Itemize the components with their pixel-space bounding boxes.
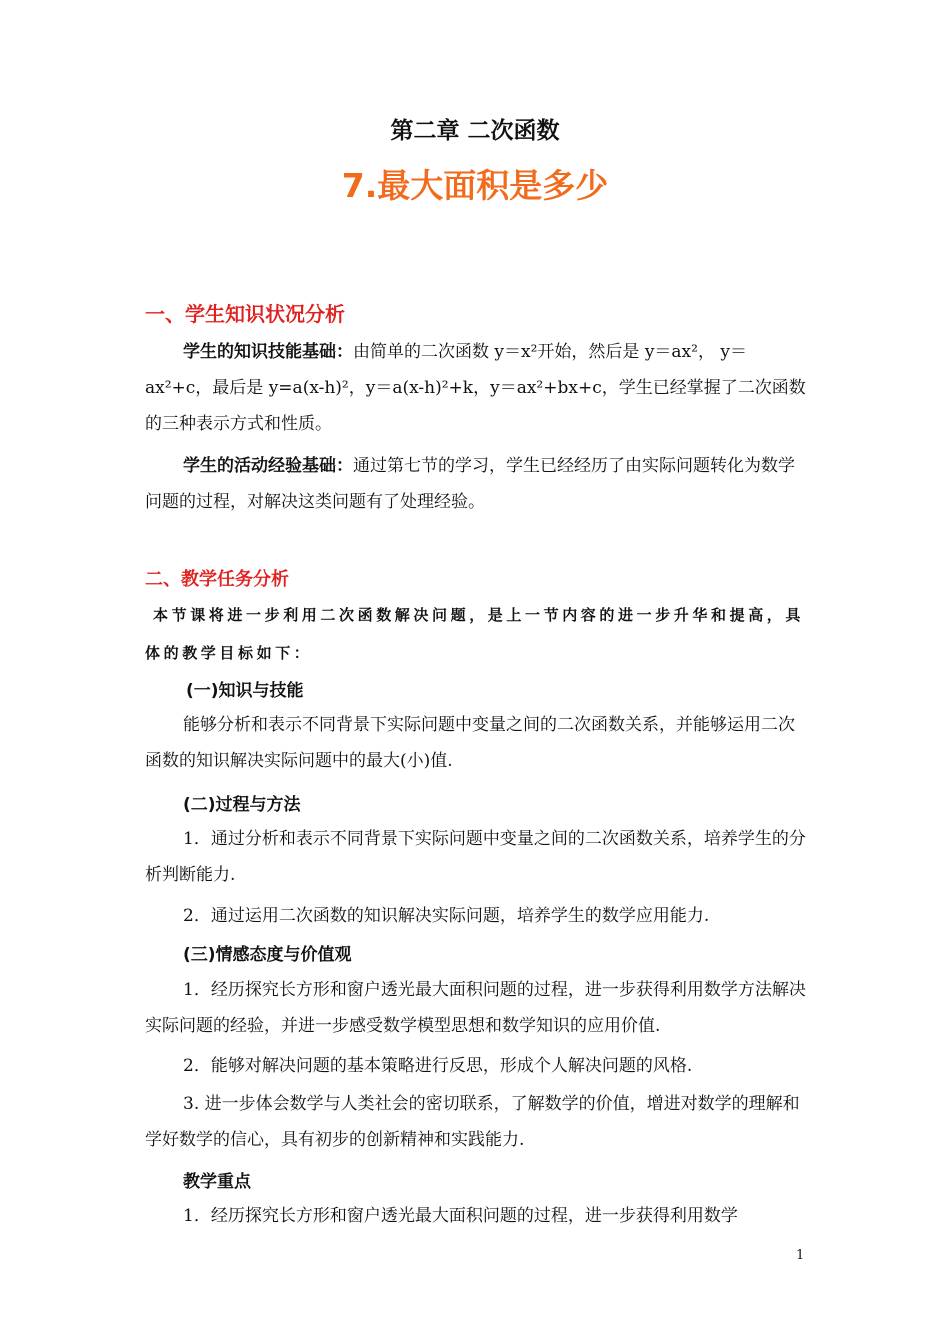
subheading-knowledge-skills: (一)知识与技能 xyxy=(186,681,304,701)
lesson-title: 7.最大面积是多少 xyxy=(341,166,609,205)
paragraph-text: 通过第七节的学习，学生已经经历了由实际问题转化为数学问题的过程，对解决这类问题有了处理经验。 xyxy=(145,456,795,512)
paragraph-knowledge-basis xyxy=(145,334,807,442)
list-item-attitude-2: 2．能够对解决问题的基本策略进行反思，形成个人解决问题的风格. xyxy=(183,1056,693,1076)
subheading-attitude-values: (三)情感态度与价值观 xyxy=(183,945,352,965)
list-item-process-2: 2．通过运用二次函数的知识解决实际问题，培养学生的数学应用能力. xyxy=(183,906,710,926)
page-number: 1 xyxy=(796,1248,805,1263)
list-item-attitude-1: 1．经历探究长方形和窗户透光最大面积问题的过程，进一步获得利用数学方法解决实际问题的经验，并进一步感受数学模型思想和数学知识的应用价值. xyxy=(145,980,806,1036)
paragraph-text: 由简单的二次函数 y＝x²开始，然后是 y＝ax²， y＝ax²+c，最后是 y=a(x-h)²，y＝a(x-h)²+k，y＝ax²+bx+c，学生已经掌握了二次函数的三种表示方式和性质。 xyxy=(145,342,806,434)
paragraph-label: 学生的活动经验基础： xyxy=(183,456,353,476)
lead-paragraph: 本节课将进一步利用二次函数解决问题，是上一节内容的进一步升华和提高，具体的教学目标如下： xyxy=(145,606,805,662)
section-heading-2: 二、教学任务分析 xyxy=(145,569,289,590)
paragraph-knowledge-skills: 能够分析和表示不同背景下实际问题中变量之间的二次函数关系，并能够运用二次函数的知识解决实际问题中的最大(小)值. xyxy=(145,715,795,771)
paragraph-experience-basis xyxy=(145,448,807,520)
section-heading-1: 一、学生知识状况分析 xyxy=(145,302,345,326)
chapter-heading: 第二章 二次函数 xyxy=(390,118,560,144)
subheading-teaching-focus: 教学重点 xyxy=(183,1172,251,1192)
paragraph-label: 学生的知识技能基础： xyxy=(183,342,353,362)
list-item-process-1: 1．通过分析和表示不同背景下实际问题中变量之间的二次函数关系，培养学生的分析判断能力. xyxy=(145,829,806,885)
list-item-attitude-3: 3. 进一步体会数学与人类社会的密切联系，了解数学的价值，增进对数学的理解和学好数学的信心，具有初步的创新精神和实践能力. xyxy=(145,1094,800,1150)
list-item-focus-1: 1．经历探究长方形和窗户透光最大面积问题的过程，进一步获得利用数学 xyxy=(183,1206,738,1226)
subheading-process-methods: (二)过程与方法 xyxy=(183,795,301,815)
